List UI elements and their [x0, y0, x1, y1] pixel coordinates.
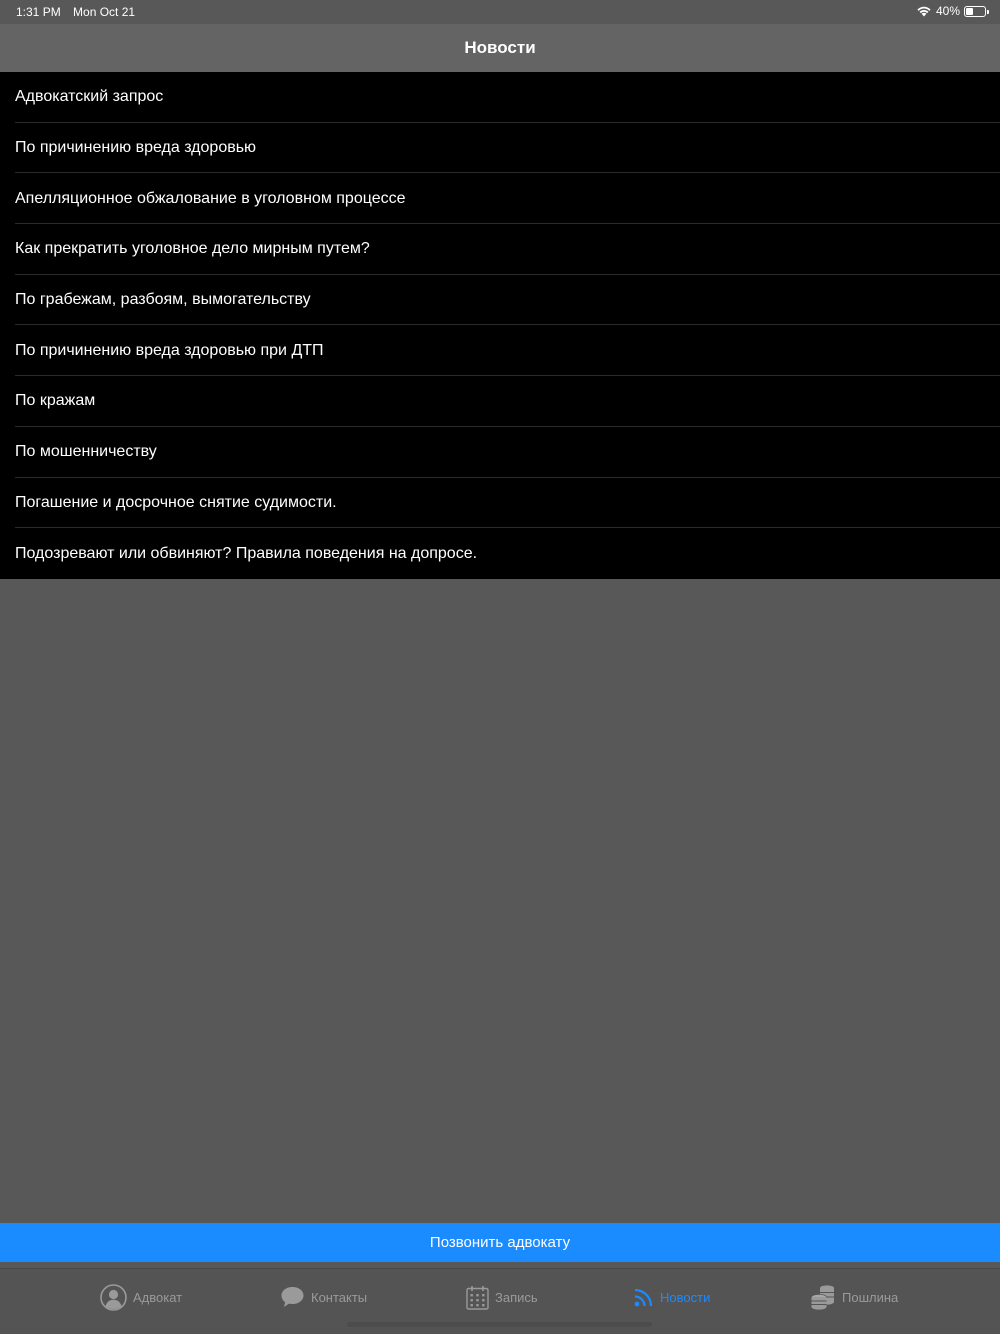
news-item-title: По грабежам, разбоям, вымогательству — [15, 291, 311, 309]
news-list — [0, 72, 1000, 579]
news-item[interactable] — [0, 72, 1000, 123]
news-item-title: По причинению вреда здоровью — [15, 139, 257, 157]
battery-tip — [987, 10, 989, 14]
rss-icon — [634, 1287, 654, 1307]
news-item[interactable] — [0, 123, 1000, 174]
news-item-title: Апелляционное обжалование в уголовном процессе — [15, 189, 406, 207]
news-item[interactable] — [0, 478, 1000, 529]
person-icon — [100, 1284, 127, 1311]
status-time: 1:31 PM — [16, 5, 61, 19]
navigation-bar — [0, 24, 1000, 72]
tab-advokat[interactable] — [100, 1283, 182, 1311]
news-item[interactable] — [0, 427, 1000, 478]
calendar-icon — [466, 1285, 489, 1310]
news-item-title: Как прекратить уголовное дело мирным путем? — [15, 240, 370, 258]
tab-poshlina[interactable] — [810, 1283, 898, 1311]
news-item[interactable] — [0, 275, 1000, 326]
tab-label: Новости — [660, 1289, 711, 1305]
battery-fill — [966, 8, 973, 15]
news-item-title: По мошенничеству — [15, 443, 157, 461]
tab-label: Адвокат — [133, 1289, 183, 1305]
page-title: Новости — [464, 38, 536, 57]
tab-label: Запись — [495, 1289, 538, 1305]
status-date: Mon Oct 21 — [73, 5, 136, 19]
news-item[interactable] — [0, 376, 1000, 427]
status-right — [916, 4, 986, 18]
tab-bar — [0, 1268, 1000, 1334]
news-item-title: Адвокатский запрос — [15, 88, 164, 106]
news-item-title: Погашение и досрочное снятие судимости. — [15, 493, 337, 511]
battery-percentage: 40% — [935, 4, 960, 18]
news-item-title: По причинению вреда здоровью при ДТП — [15, 341, 324, 359]
tab-label: Пошлина — [842, 1289, 899, 1305]
home-indicator[interactable] — [347, 1322, 652, 1327]
tab-zapis[interactable] — [466, 1283, 538, 1311]
news-item-title: Подозревают или обвиняют? Правила поведения на допросе. — [15, 544, 478, 562]
coins-icon — [810, 1284, 836, 1310]
news-item[interactable] — [0, 173, 1000, 224]
news-item[interactable] — [0, 224, 1000, 275]
tab-label: Контакты — [311, 1289, 368, 1305]
tab-contacts[interactable] — [280, 1283, 367, 1311]
news-item-title: По кражам — [15, 392, 96, 410]
news-item[interactable] — [0, 528, 1000, 579]
status-bar — [0, 0, 1000, 24]
chat-bubble-icon — [280, 1285, 305, 1309]
tab-news[interactable] — [634, 1283, 710, 1311]
status-left — [16, 5, 144, 19]
news-item[interactable] — [0, 325, 1000, 376]
wifi-icon — [916, 5, 932, 17]
battery-icon — [964, 6, 986, 17]
call-lawyer-button[interactable]: Позвонить адвокату — [0, 1223, 1000, 1262]
